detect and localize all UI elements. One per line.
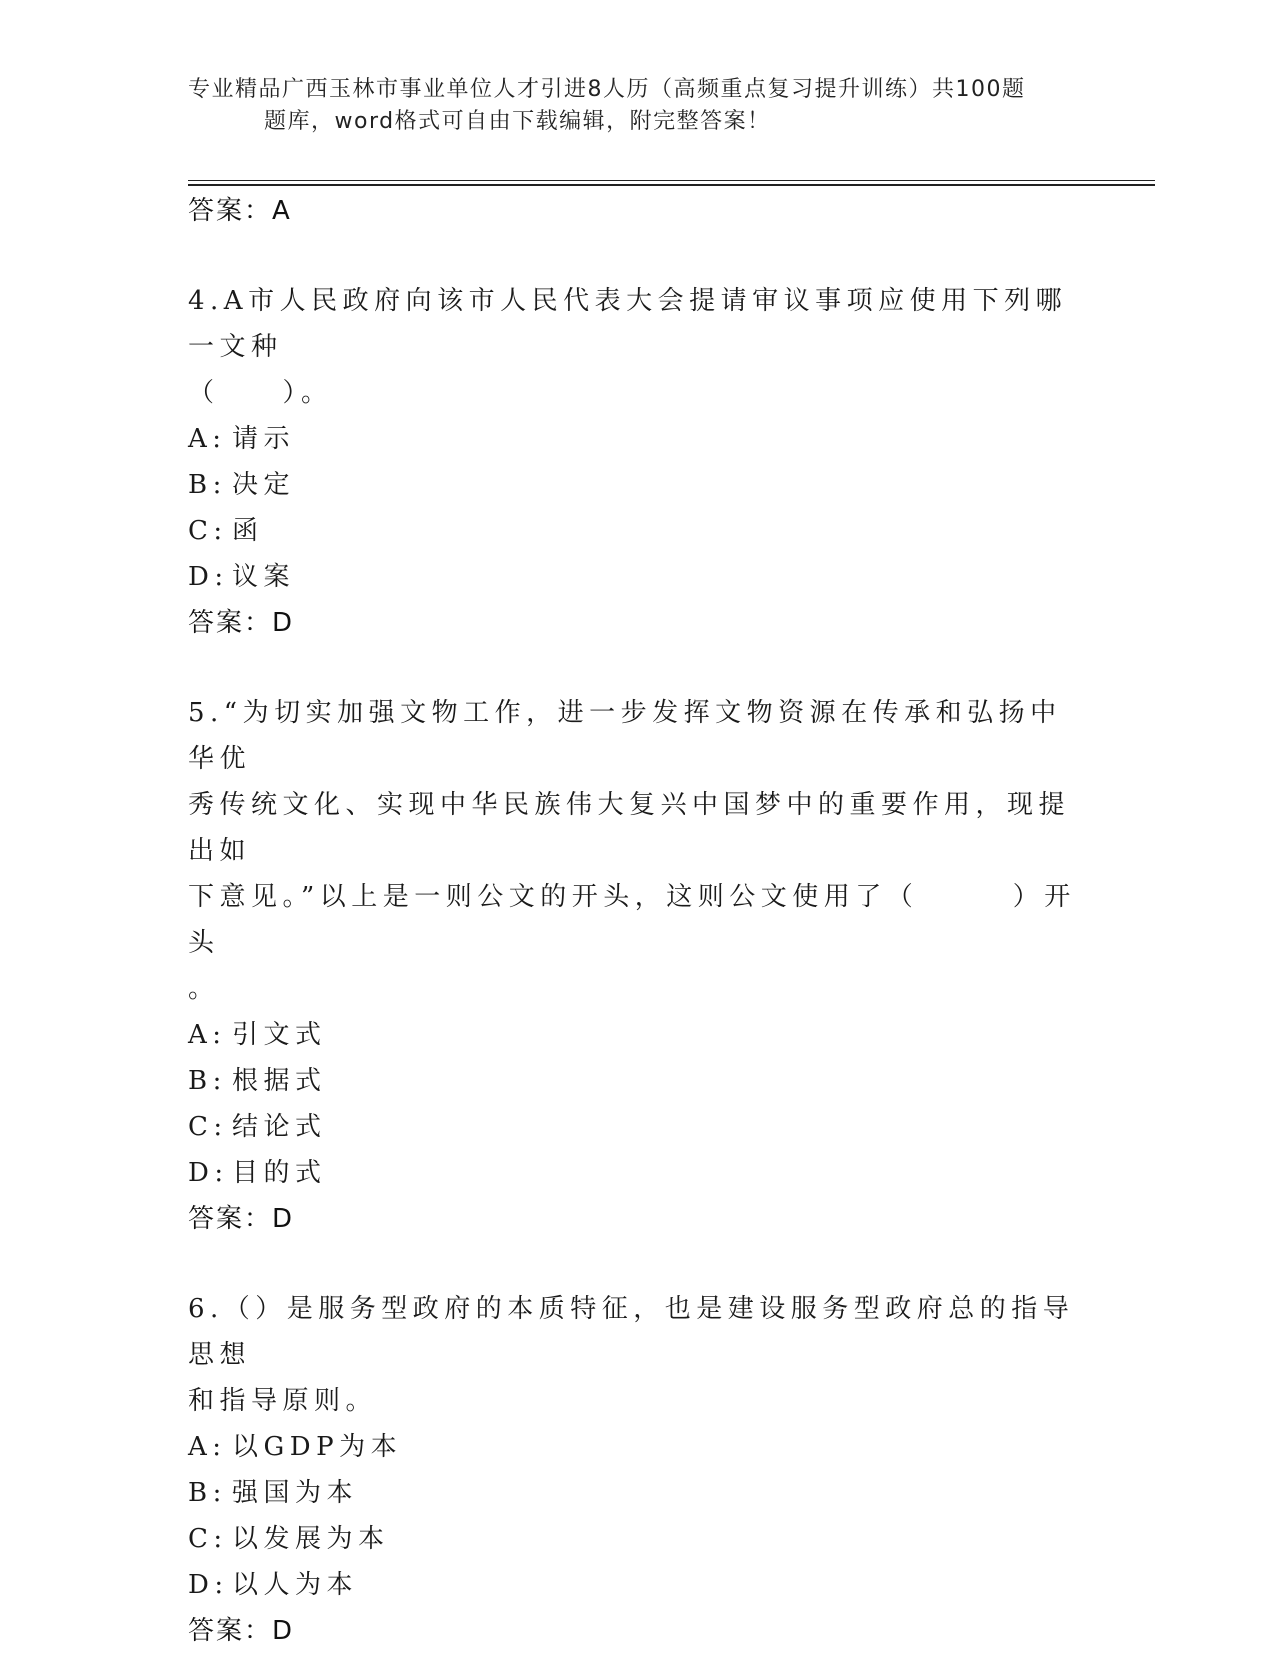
- answer-label: 答案：D: [188, 1616, 295, 1646]
- question-block-4: [188, 278, 1088, 646]
- option-d: [188, 554, 1088, 600]
- spacer: [188, 234, 1088, 278]
- question-text-line: 6.（）是服务型政府的本质特征，也是建设服务型政府总的指导思想: [188, 1294, 1075, 1370]
- question-text-line: 4.A市人民政府向该市人民代表大会提请审议事项应使用下列哪一文种: [188, 286, 1068, 362]
- option-c: [188, 508, 1088, 554]
- option-text: 请示: [232, 424, 296, 454]
- option-a: [188, 1012, 1088, 1058]
- option-c: [188, 1516, 1088, 1562]
- option-key: A:: [188, 424, 227, 454]
- option-key: B:: [188, 1066, 227, 1096]
- header-rule-thick: [188, 184, 1155, 186]
- option-d: [188, 1562, 1088, 1608]
- option-text: 根据式: [232, 1066, 327, 1096]
- option-c: [188, 1104, 1088, 1150]
- option-text: 以人为本: [232, 1570, 359, 1600]
- option-key: C:: [188, 1112, 228, 1142]
- question-text-line: 秀传统文化、实现中华民族伟大复兴中国梦中的重要作用，现提出如: [188, 790, 1071, 866]
- option-text: 以GDP为本: [232, 1432, 403, 1462]
- header-rule-thin: [188, 180, 1155, 181]
- question-block-5: [188, 690, 1088, 1242]
- option-a: [188, 416, 1088, 462]
- option-text: 结论式: [232, 1112, 327, 1142]
- option-key: C:: [188, 516, 228, 546]
- question-text-line: 5.“为切实加强文物工作，进一步发挥文物资源在传承和弘扬中华优: [188, 698, 1062, 774]
- option-text: 以发展为本: [232, 1524, 390, 1554]
- page-header: [188, 74, 1088, 138]
- option-text: 函: [232, 516, 264, 546]
- question-text-line: 下意见。”以上是一则公文的开头，这则公文使用了（ ）开头: [188, 882, 1076, 958]
- option-b: [188, 1470, 1088, 1516]
- spacer: [188, 646, 1088, 690]
- question-text-line: （ ）。: [188, 378, 333, 408]
- option-text: 强国为本: [232, 1478, 359, 1508]
- option-key: A:: [188, 1020, 227, 1050]
- option-key: D:: [188, 1570, 229, 1600]
- option-text: 决定: [232, 470, 296, 500]
- option-b: [188, 1058, 1088, 1104]
- question-text-line: 。: [188, 974, 220, 1004]
- option-key: D:: [188, 1158, 229, 1188]
- option-text: 议案: [232, 562, 296, 592]
- question-block-6: [188, 1286, 1088, 1654]
- option-text: 目的式: [232, 1158, 327, 1188]
- header-title-line-2: 题库，word格式可自由下载编辑，附完整答案！: [264, 109, 771, 134]
- option-d: [188, 1150, 1088, 1196]
- option-key: A:: [188, 1432, 227, 1462]
- option-b: [188, 462, 1088, 508]
- option-text: 引文式: [232, 1020, 327, 1050]
- option-a: [188, 1424, 1088, 1470]
- question-text-line: 和指导原则。: [188, 1386, 378, 1416]
- option-key: B:: [188, 470, 227, 500]
- answer-label: 答案：A: [188, 196, 292, 226]
- option-key: B:: [188, 1478, 227, 1508]
- document-body: [188, 188, 1088, 1654]
- option-key: C:: [188, 1524, 228, 1554]
- answer-label: 答案：D: [188, 608, 295, 638]
- header-title-line-1: 专业精品广西玉林市事业单位人才引进8人历（高频重点复习提升训练）共100题: [188, 77, 1026, 102]
- answer-label: 答案：D: [188, 1204, 295, 1234]
- spacer: [188, 1242, 1088, 1286]
- option-key: D:: [188, 562, 229, 592]
